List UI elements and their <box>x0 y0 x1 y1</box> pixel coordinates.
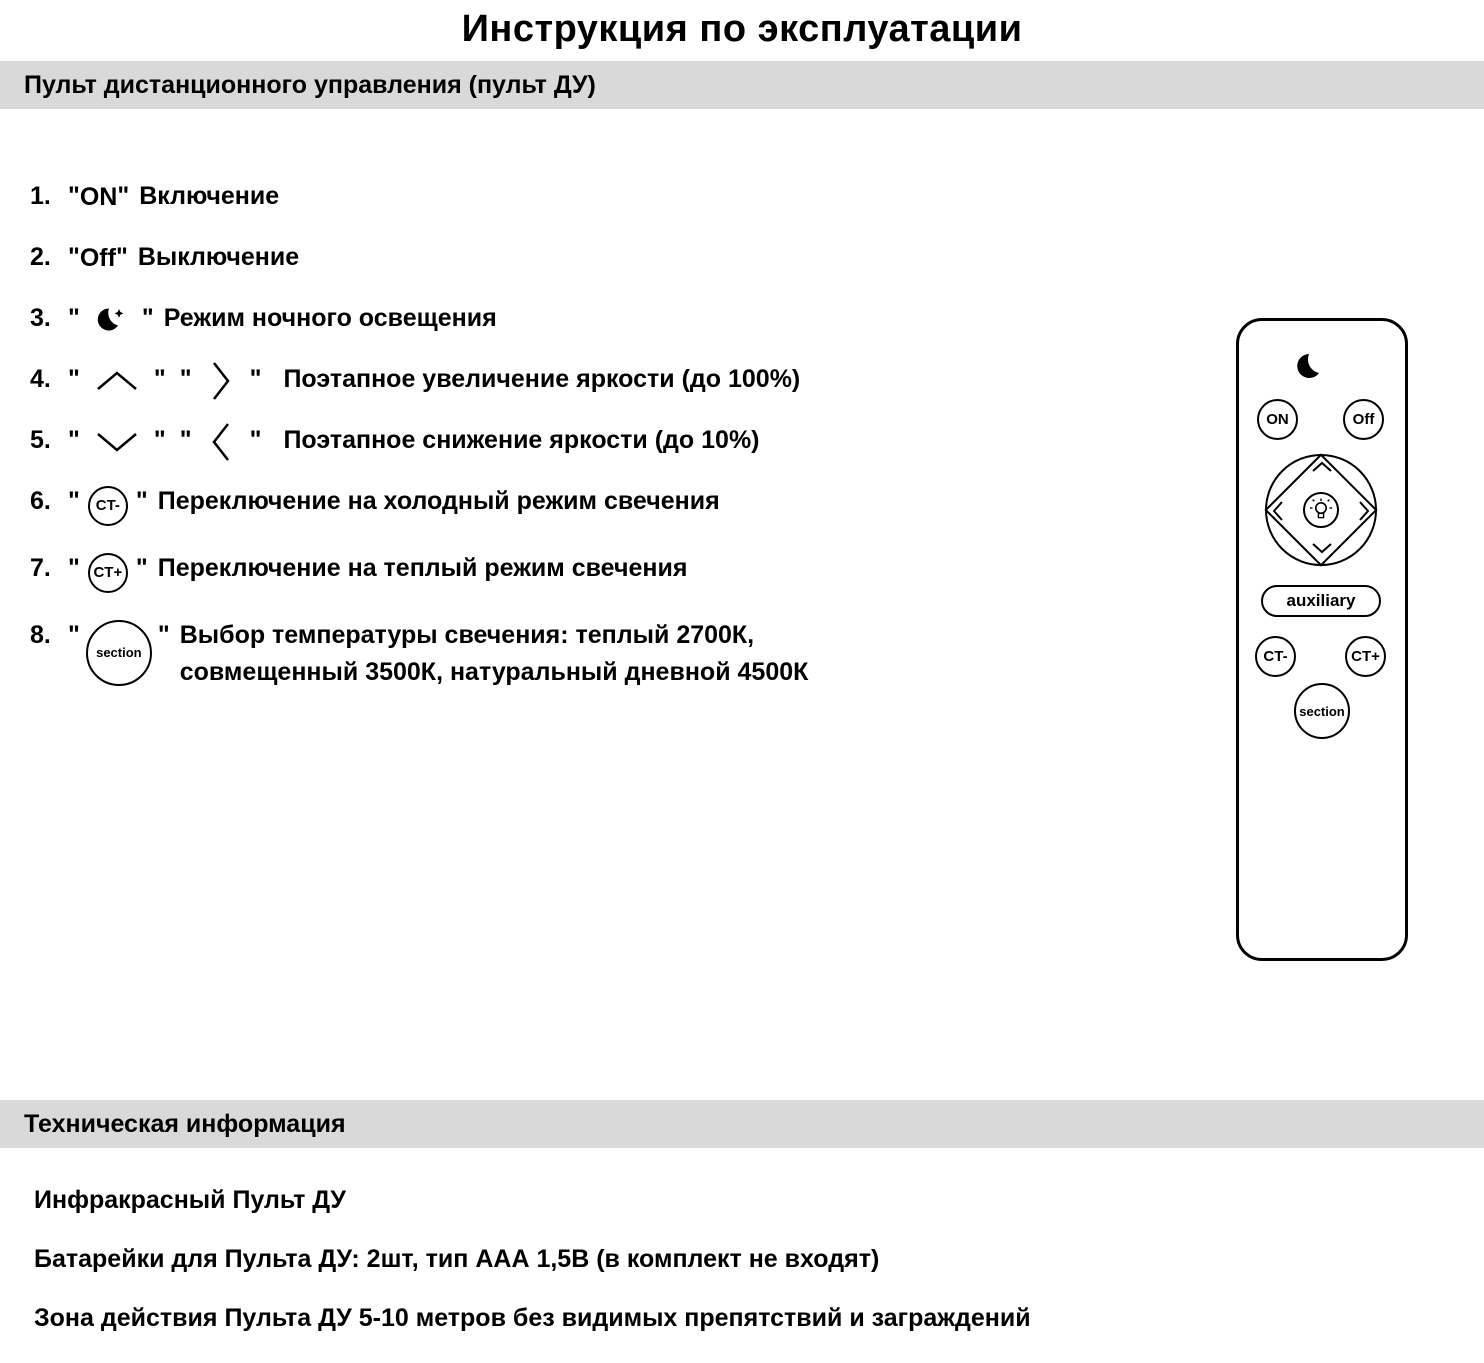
remote-control-illustration <box>1236 318 1408 961</box>
quote-open: " <box>68 426 80 454</box>
quote-open: " <box>68 621 80 649</box>
quote-close: " <box>157 621 170 649</box>
remote-section-button[interactable]: section <box>1294 683 1350 739</box>
quote-open: " <box>68 365 80 393</box>
list-item <box>30 303 1160 337</box>
list-item <box>30 242 1160 276</box>
remote-button-list <box>30 181 1160 716</box>
list-item-text: Переключение на холодный режим свечения <box>157 487 720 515</box>
list-item-text: Поэтапное снижение яркости (до 10%) <box>283 426 760 454</box>
list-item <box>30 553 1160 593</box>
quote-open-2: " <box>179 365 192 393</box>
list-item-text: Включение <box>139 182 280 210</box>
list-item-text-block <box>180 620 809 689</box>
off-label-icon: Off <box>79 244 116 273</box>
section-bar-remote <box>0 61 1484 109</box>
quote-close: " <box>135 554 148 582</box>
list-item-number: 6. <box>30 487 51 515</box>
on-label-icon: ON <box>79 183 118 212</box>
list-item-text-line2: совмещенный 3500К, натуральный дневной 4500К <box>179 658 809 687</box>
technical-info-lines <box>0 1148 1484 1333</box>
list-item-text: Поэтапное увеличение яркости (до 100%) <box>283 365 801 393</box>
list-item-number: 5. <box>30 426 51 454</box>
list-item-number: 7. <box>30 554 51 582</box>
page-title: Инструкция по эксплуатации <box>461 8 1023 50</box>
quote-open: " <box>68 243 80 271</box>
quote-open-2: " <box>179 426 192 454</box>
remote-off-button[interactable]: Off <box>1343 399 1384 440</box>
quote-open: " <box>68 554 80 582</box>
remote-moon-icon <box>1290 346 1332 388</box>
section-button-icon: section <box>86 620 152 686</box>
quote-close: " <box>153 365 166 393</box>
section-heading-technical: Техническая информация <box>24 1109 346 1138</box>
list-item-number: 2. <box>30 243 51 271</box>
remote-brightness-bulb-icon[interactable] <box>1303 492 1339 528</box>
moon-icon <box>94 303 128 337</box>
remote-on-button[interactable]: ON <box>1257 399 1298 440</box>
quote-open: " <box>68 304 80 332</box>
chevron-left-icon <box>206 425 236 459</box>
list-item-text: Переключение на теплый режим свечения <box>157 554 688 582</box>
remote-ct-minus-button[interactable]: CT- <box>1255 636 1296 677</box>
chevron-down-icon <box>94 425 140 459</box>
quote-close: " <box>117 182 130 210</box>
technical-info-line: Зона действия Пульта ДУ 5-10 метров без видимых препятствий и заграждений <box>34 1304 1031 1332</box>
ct-minus-button-icon: CT- <box>88 486 128 526</box>
list-item-text-line1: Выбор температуры свечения: теплый 2700К, <box>179 621 755 649</box>
dpad-down-icon[interactable] <box>1311 542 1333 560</box>
remote-dpad[interactable] <box>1265 454 1377 566</box>
list-item-number: 4. <box>30 365 51 393</box>
list-item-text: Выключение <box>137 243 300 271</box>
quote-close: " <box>141 304 154 332</box>
quote-open: " <box>68 487 80 515</box>
dpad-up-icon[interactable] <box>1311 460 1333 478</box>
remote-auxiliary-button[interactable]: auxiliary <box>1261 585 1381 617</box>
dpad-right-icon[interactable] <box>1358 500 1371 527</box>
section-bar-technical <box>0 1100 1484 1148</box>
technical-info-line: Батарейки для Пульта ДУ: 2шт, тип ААА 1,5В (в комплект не входят) <box>34 1245 880 1273</box>
list-item-number: 3. <box>30 304 51 332</box>
list-item <box>30 181 1160 215</box>
quote-open: " <box>68 182 80 210</box>
remote-control-section <box>0 61 1484 961</box>
chevron-right-icon <box>206 364 236 398</box>
quote-close-2: " <box>249 426 262 454</box>
quote-close: " <box>135 487 148 515</box>
list-item <box>30 364 1160 398</box>
technical-info-line: Инфракрасный Пульт ДУ <box>34 1186 346 1214</box>
list-item <box>30 425 1160 459</box>
quote-close-2: " <box>249 365 262 393</box>
dpad-left-icon[interactable] <box>1271 500 1284 527</box>
chevron-up-icon <box>94 364 140 398</box>
remote-ct-plus-button[interactable]: CT+ <box>1345 636 1386 677</box>
list-item-number: 1. <box>30 182 51 210</box>
list-item-text: Режим ночного освещения <box>163 304 497 332</box>
list-item <box>30 486 1160 526</box>
list-item-number: 8. <box>30 621 51 649</box>
list-item <box>30 620 1160 689</box>
technical-info-section <box>0 1100 1484 1363</box>
quote-close: " <box>153 426 166 454</box>
ct-plus-button-icon: CT+ <box>88 553 128 593</box>
quote-close: " <box>115 243 128 271</box>
section-heading-remote: Пульт дистанционного управления (пульт ДУ) <box>24 70 596 99</box>
